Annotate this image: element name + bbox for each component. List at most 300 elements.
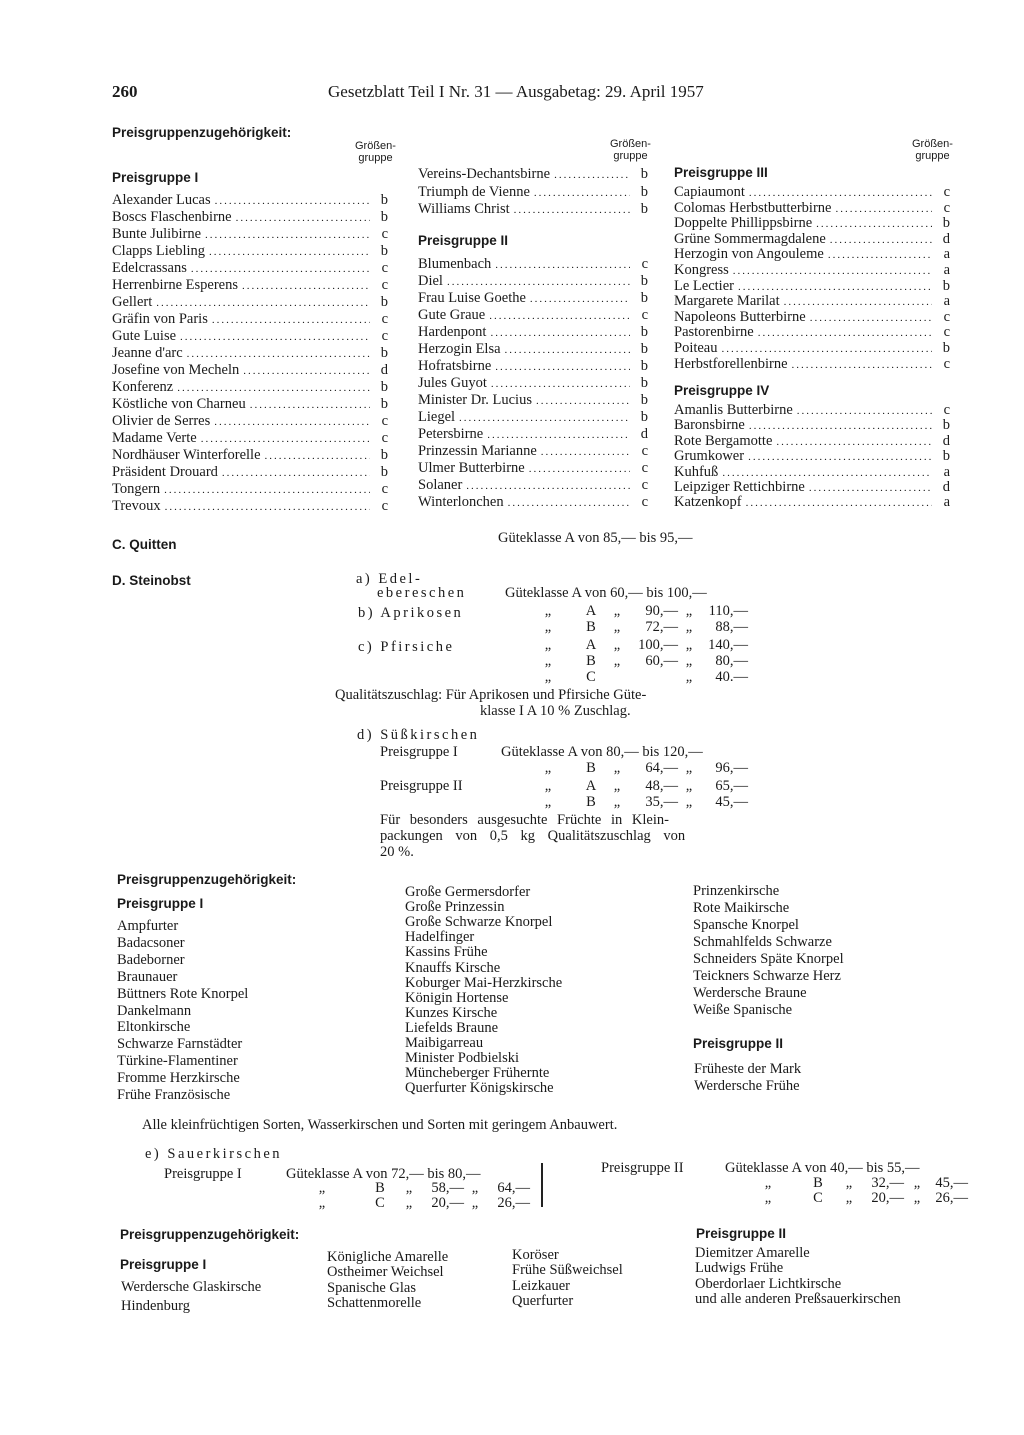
sour-cherry-name: Oberdorlaer Lichtkirsche	[695, 1275, 842, 1292]
price-cell: 48,—	[645, 778, 678, 794]
price-cell: „	[685, 637, 693, 653]
pear-name: Grumkower	[674, 448, 745, 465]
price-cell: 140,—	[708, 637, 748, 653]
price-cell: 64,—	[645, 760, 678, 776]
price-cell: „	[685, 653, 693, 669]
eberesche-price: Güteklasse A von 60,— bis 100,—	[505, 585, 707, 601]
section-heading-pgz: Preisgruppenzugehörigkeit:	[117, 872, 297, 887]
price-cell: C	[375, 1195, 385, 1211]
dot-leader	[508, 495, 630, 512]
sour-cherry-name: Spanische Glas	[327, 1279, 416, 1296]
size-group: b	[640, 392, 648, 408]
size-group: c	[381, 328, 388, 344]
size-group: b	[640, 290, 648, 306]
pear-name: Kongress	[674, 262, 729, 278]
dot-leader	[164, 482, 370, 499]
size-group: b	[942, 340, 950, 356]
pear-name: Minister Dr. Lucius	[418, 392, 532, 408]
pear-name: Jeanne d'arc	[112, 345, 183, 361]
pear-name: Josefine von Mecheln	[112, 362, 240, 378]
price-cell: 45,—	[935, 1175, 968, 1191]
price-cell: „	[613, 619, 621, 635]
price-cell: „	[685, 603, 693, 619]
price-cell: „	[685, 778, 693, 794]
price-cell: „	[685, 669, 693, 685]
pear-row	[112, 396, 388, 414]
price-cell: „	[764, 1175, 772, 1191]
cherry-name: Königin Hortense	[405, 989, 509, 1006]
sauer-pg1: Preisgruppe I	[164, 1166, 242, 1182]
eberesche-label-1: a) Edel-	[356, 571, 423, 587]
dot-leader	[180, 329, 370, 346]
pear-row	[112, 294, 388, 312]
pear-row	[674, 356, 950, 374]
pear-name: Präsident Drouard	[112, 464, 218, 480]
pear-name: Petersbirne	[418, 426, 484, 442]
pear-name: Katzenkopf	[674, 494, 742, 511]
pear-row	[112, 311, 388, 329]
dot-leader	[187, 346, 370, 363]
section-heading-pgz: Preisgruppenzugehörigkeit:	[120, 1227, 300, 1242]
size-group: d	[640, 426, 648, 442]
price-cell: „	[685, 794, 693, 810]
size-group: b	[942, 417, 950, 434]
price-cell: „	[471, 1180, 479, 1196]
size-group: b	[640, 183, 648, 200]
pear-name: Leipziger Rettichbirne	[674, 479, 805, 495]
suess-note-line-3: 20 %.	[380, 844, 414, 860]
pear-row	[418, 256, 648, 274]
size-group: c	[381, 226, 388, 242]
price-group-heading: Preisgruppe II	[418, 233, 509, 248]
dot-leader	[447, 274, 630, 291]
dot-leader	[156, 295, 370, 312]
price-group-heading: Preisgruppe II	[696, 1226, 787, 1241]
price-cell: „	[613, 637, 621, 653]
page-header-title: Gesetzblatt Teil I Nr. 31 — Ausgabetag: 29. April 1957	[328, 82, 704, 101]
cherry-name: Prinzenkirsche	[693, 883, 780, 899]
price-cell: „	[845, 1190, 853, 1206]
size-group-header-3: Größen- gruppe	[912, 138, 953, 162]
size-group: c	[381, 277, 388, 293]
pear-row	[418, 460, 648, 478]
pear-name: Bunte Julibirne	[112, 226, 202, 242]
pear-row	[418, 426, 648, 444]
cherry-name: Müncheberger Frühernte	[405, 1065, 550, 1082]
cherry-name: Querfurter Königskirsche	[405, 1080, 554, 1097]
size-group: c	[381, 481, 388, 497]
size-group: b	[640, 324, 648, 340]
pear-row	[112, 464, 388, 482]
dot-leader	[222, 465, 370, 482]
cherry-name: Früheste der Mark	[694, 1061, 802, 1077]
price-cell: „	[544, 637, 552, 653]
price-group-heading: Preisgruppe I	[117, 896, 204, 911]
size-group: c	[641, 477, 648, 493]
pear-name: Nordhäuser Winterforelle	[112, 447, 261, 463]
pear-name: Margarete Marilat	[674, 293, 780, 310]
price-cell: 72,—	[645, 619, 678, 635]
pear-row	[418, 375, 648, 393]
pear-name: Köstliche von Charneu	[112, 396, 246, 412]
size-group: a	[943, 463, 950, 480]
cherry-name: Große Prinzessin	[405, 899, 505, 916]
price-cell: B	[586, 760, 596, 776]
size-group: c	[381, 311, 388, 327]
suesskirschen-pg1-price: Güteklasse A von 80,— bis 120,—	[501, 744, 703, 760]
size-group: b	[380, 345, 388, 361]
size-group: c	[943, 199, 950, 216]
cherry-name: Dankelmann	[117, 1002, 192, 1019]
dot-leader	[459, 410, 630, 427]
pear-name: Prinzessin Marianne	[418, 443, 537, 459]
cherry-name: Schneiders Späte Knorpel	[693, 951, 844, 967]
sour-cherry-name: Ludwigs Frühe	[695, 1260, 784, 1277]
aprikosen-label: b) Aprikosen	[358, 605, 464, 621]
pear-name: Gute Luise	[112, 328, 177, 344]
size-group: c	[943, 355, 950, 372]
price-cell: „	[318, 1180, 326, 1196]
dot-leader	[466, 478, 630, 495]
pear-row	[418, 443, 648, 461]
cherry-name: Schmahlfelds Schwarze	[693, 934, 832, 950]
dot-leader	[165, 499, 370, 516]
cherry-name: Braunauer	[117, 968, 178, 985]
dot-leader	[242, 278, 370, 295]
price-cell: B	[586, 794, 596, 810]
price-group-heading: Preisgruppe II	[693, 1036, 784, 1051]
pear-row	[112, 277, 388, 295]
size-group: c	[381, 413, 388, 429]
pear-name: Herzogin von Angouleme	[674, 246, 824, 263]
price-cell: „	[544, 760, 552, 776]
cherry-note: Alle kleinfrüchtigen Sorten, Wasserkirschen und Sorten mit geringem Anbauwert.	[142, 1117, 618, 1133]
cherry-name: Minister Podbielski	[405, 1050, 519, 1067]
dot-leader	[514, 202, 630, 219]
size-group: c	[641, 443, 648, 459]
qualitaetszuschlag-line-2: klasse I A 10 % Zuschlag.	[480, 703, 631, 719]
size-group: a	[943, 293, 950, 310]
price-cell: „	[544, 669, 552, 685]
pear-row	[674, 494, 950, 512]
price-cell: „	[685, 760, 693, 776]
size-group-header-1: Größen- gruppe	[355, 140, 396, 164]
pear-name: Baronsbirne	[674, 417, 745, 434]
dot-leader	[505, 342, 630, 359]
pear-name: Rote Bergamotte	[674, 432, 773, 449]
size-group: b	[942, 448, 950, 465]
dot-leader	[250, 397, 370, 414]
dot-leader	[529, 461, 630, 478]
pear-row	[112, 481, 388, 499]
pear-name: Konferenz	[112, 379, 174, 395]
pear-row	[112, 447, 388, 465]
price-cell: 100,—	[638, 637, 678, 653]
pear-row	[418, 494, 648, 512]
size-group: b	[380, 192, 388, 208]
pear-name: Trevoux	[112, 498, 161, 514]
size-group: c	[381, 430, 388, 446]
price-cell: B	[586, 653, 596, 669]
price-cell: C	[586, 669, 596, 685]
dot-leader	[243, 363, 370, 380]
pear-name: Herrenbirne Esperens	[112, 277, 239, 293]
pear-name: Vereins-Dechantsbirne	[418, 166, 551, 182]
size-group: d	[942, 432, 950, 449]
price-cell: 90,—	[645, 603, 678, 619]
size-group: a	[943, 494, 950, 511]
price-cell: 65,—	[715, 778, 748, 794]
pear-name: Gräfin von Paris	[112, 311, 208, 327]
pear-row	[418, 166, 648, 184]
size-group: a	[943, 262, 950, 278]
size-group: b	[380, 464, 388, 480]
pfirsiche-label: c) Pfirsiche	[358, 639, 455, 655]
dot-leader	[530, 291, 630, 308]
dot-leader	[536, 393, 630, 410]
pear-row	[418, 324, 648, 342]
dot-leader	[792, 357, 932, 374]
dot-leader	[534, 185, 630, 202]
pear-row	[418, 358, 648, 376]
pear-name: Gellert	[112, 294, 153, 310]
price-cell: „	[613, 760, 621, 776]
cherry-name: Frühe Französische	[117, 1087, 231, 1103]
pear-name: Ulmer Butterbirne	[418, 460, 525, 476]
pear-name: Amanlis Butterbirne	[674, 402, 793, 418]
dot-leader	[495, 359, 630, 376]
price-cell: B	[813, 1175, 823, 1191]
pear-name: Blumenbach	[418, 256, 492, 272]
sauerkirschen-label: e) Sauerkirschen	[145, 1146, 283, 1162]
dot-leader	[487, 427, 630, 444]
size-group: b	[640, 375, 648, 391]
dot-leader	[746, 495, 932, 512]
cherry-name: Türkine-Flamentiner	[117, 1053, 238, 1070]
size-group: c	[943, 402, 950, 418]
price-cell: „	[685, 619, 693, 635]
price-group-heading: Preisgruppe I	[112, 170, 199, 185]
dot-leader	[265, 448, 370, 465]
quitten-label: C. Quitten	[112, 537, 177, 552]
size-group: b	[380, 243, 388, 259]
pear-name: Solaner	[418, 477, 463, 493]
size-group: c	[641, 307, 648, 323]
cherry-name: Werdersche Braune	[693, 985, 807, 1001]
pear-name: Doppelte Phillippsbirne	[674, 215, 813, 232]
cherry-name: Ampfurter	[117, 918, 179, 934]
sauer-pg2: Preisgruppe II	[601, 1160, 684, 1176]
cherry-name: Koburger Mai-Herzkirsche	[405, 974, 563, 991]
size-group: b	[380, 294, 388, 310]
pear-name: Clapps Liebling	[112, 243, 206, 259]
pear-name: Olivier de Serres	[112, 413, 211, 429]
size-group: d	[942, 230, 950, 247]
dot-leader	[191, 261, 370, 278]
sour-cherry-name: Querfurter	[512, 1292, 574, 1309]
cherry-name: Große Schwarze Knorpel	[405, 914, 553, 931]
pear-name: Triumph de Vienne	[418, 183, 530, 200]
suess-note-line-1: Für besonders ausgesuchte Früchte in Klein-	[380, 812, 669, 828]
price-cell: „	[764, 1190, 772, 1206]
pear-name: Madame Verte	[112, 430, 197, 446]
cherry-name: Badeborner	[117, 951, 185, 968]
pear-name: Hardenpont	[418, 324, 487, 340]
price-cell: „	[544, 653, 552, 669]
qualitaetszuschlag-line-1: Qualitätszuschlag: Für Aprikosen und Pfirsiche Güte-	[335, 687, 647, 703]
steinobst-label: D. Steinobst	[112, 573, 191, 588]
cherry-name: Große Germersdorfer	[405, 884, 531, 900]
suesskirschen-pg2: Preisgruppe II	[380, 778, 463, 794]
price-cell: 20,—	[871, 1190, 904, 1206]
size-group: b	[942, 277, 950, 294]
cherry-name: Liefelds Braune	[405, 1019, 499, 1036]
price-group-heading: Preisgruppe IV	[674, 383, 770, 398]
suesskirschen-pg1: Preisgruppe I	[380, 744, 458, 760]
pear-row	[418, 307, 648, 325]
eberesche-label-2: ebereschen	[377, 585, 467, 601]
cherry-name: Kassins Frühe	[405, 944, 488, 961]
pear-row	[112, 498, 388, 516]
price-cell: „	[913, 1190, 921, 1206]
price-cell: A	[585, 603, 597, 619]
pear-name: Boscs Flaschenbirne	[112, 209, 232, 225]
sour-cherry-name: Schattenmorelle	[327, 1294, 422, 1311]
pear-name: Williams Christ	[418, 201, 510, 217]
sour-cherry-name: Ostheimer Weichsel	[327, 1264, 444, 1281]
price-cell: B	[586, 619, 596, 635]
size-group: b	[640, 409, 648, 425]
pear-row	[112, 413, 388, 431]
size-group: c	[943, 308, 950, 325]
cherry-name: Badacsoner	[117, 934, 185, 951]
cherry-name: Schwarze Farnstädter	[117, 1036, 243, 1053]
pear-row	[112, 345, 388, 363]
pear-row	[418, 184, 648, 202]
sour-cherry-name: Frühe Süßweichsel	[512, 1262, 623, 1279]
cherry-name: Rote Maikirsche	[693, 900, 790, 916]
price-cell: „	[544, 619, 552, 635]
pear-name: Alexander Lucas	[112, 192, 211, 208]
cherry-name: Büttners Rote Knorpel	[117, 985, 249, 1002]
pear-row	[418, 201, 648, 219]
pear-row	[112, 209, 388, 227]
suesskirschen-label: d) Süßkirschen	[357, 727, 480, 743]
pear-name: Pastorenbirne	[674, 324, 754, 341]
size-group: b	[640, 201, 648, 217]
sour-cherry-name: Leizkauer	[512, 1277, 570, 1294]
pear-row	[112, 430, 388, 448]
cherry-name: Teickners Schwarze Herz	[693, 968, 841, 984]
cherry-name: Spansche Knorpel	[693, 917, 799, 933]
pear-row	[112, 260, 388, 278]
pear-name: Diel	[418, 273, 443, 289]
size-group: b	[640, 273, 648, 289]
cherry-name: Eltonkirsche	[117, 1019, 191, 1036]
price-cell: „	[544, 603, 552, 619]
price-cell: A	[585, 637, 597, 653]
dot-leader	[215, 193, 370, 210]
dot-leader	[541, 444, 630, 461]
page-number: 260	[112, 82, 138, 101]
pear-name: Winterlonchen	[418, 494, 504, 510]
price-cell: 35,—	[645, 794, 678, 810]
price-cell: „	[471, 1195, 479, 1211]
size-group: b	[640, 166, 648, 182]
price-cell: „	[405, 1195, 413, 1211]
pear-row	[112, 192, 388, 210]
price-cell: 58,—	[431, 1180, 464, 1196]
pear-row	[418, 273, 648, 291]
size-group: b	[380, 379, 388, 395]
price-cell: B	[375, 1180, 385, 1196]
price-cell: 20,—	[431, 1195, 464, 1211]
cherry-name: Hadelfinger	[405, 929, 475, 946]
cherry-name: Weiße Spanische	[693, 1002, 793, 1018]
size-group: b	[380, 209, 388, 225]
price-cell: „	[913, 1175, 921, 1191]
dot-leader	[495, 257, 630, 274]
price-cell: „	[318, 1195, 326, 1211]
sour-cherry-name: Königliche Amarelle	[327, 1249, 449, 1265]
size-group: b	[380, 447, 388, 463]
price-cell: „	[544, 778, 552, 794]
cherry-name: Knauffs Kirsche	[405, 959, 501, 976]
size-group: a	[943, 246, 950, 263]
quitten-price: Güteklasse A von 85,— bis 95,—	[498, 530, 693, 546]
pear-row	[112, 328, 388, 346]
pear-name: Herzogin Elsa	[418, 341, 501, 357]
size-group: c	[381, 498, 388, 514]
price-cell: 45,—	[715, 794, 748, 810]
sauer-pg1-price: Güteklasse A von 72,— bis 80,—	[286, 1166, 481, 1182]
pear-row	[418, 392, 648, 410]
pear-name: Grüne Sommermagdalene	[674, 230, 826, 247]
divider-line	[541, 1163, 543, 1207]
price-cell: „	[544, 794, 552, 810]
pear-name: Frau Luise Goethe	[418, 290, 526, 306]
price-cell: 26,—	[935, 1190, 968, 1206]
pear-name: Herbstforellenbirne	[674, 355, 788, 372]
pear-row	[112, 379, 388, 397]
cherry-name: Kunzes Kirsche	[405, 1004, 498, 1021]
price-group-heading: Preisgruppe I	[120, 1257, 207, 1272]
dot-leader	[212, 312, 370, 329]
pear-row	[418, 290, 648, 308]
section-heading-pgz: Preisgruppenzugehörigkeit:	[112, 125, 292, 140]
size-group: c	[641, 460, 648, 476]
pear-row	[418, 477, 648, 495]
price-group-heading: Preisgruppe III	[674, 165, 768, 180]
pear-name: Edelcrassans	[112, 260, 187, 276]
suess-note-line-2: packungen von 0,5 kg Qualitätszuschlag von	[380, 828, 686, 844]
price-cell: „	[405, 1180, 413, 1196]
price-cell: C	[813, 1190, 823, 1206]
sour-cherry-name: Koröser	[512, 1247, 559, 1263]
dot-leader	[554, 167, 630, 184]
pear-name: Tongern	[112, 481, 161, 497]
dot-leader	[177, 380, 370, 397]
price-cell: 96,—	[715, 760, 748, 776]
price-cell: 26,—	[497, 1195, 530, 1211]
size-group: b	[380, 396, 388, 412]
dot-leader	[491, 376, 630, 393]
size-group: b	[640, 358, 648, 374]
cherry-name: Werdersche Frühe	[694, 1078, 800, 1094]
price-cell: 110,—	[708, 603, 748, 619]
size-group: b	[942, 215, 950, 232]
pear-name: Napoleons Butterbirne	[674, 308, 806, 325]
